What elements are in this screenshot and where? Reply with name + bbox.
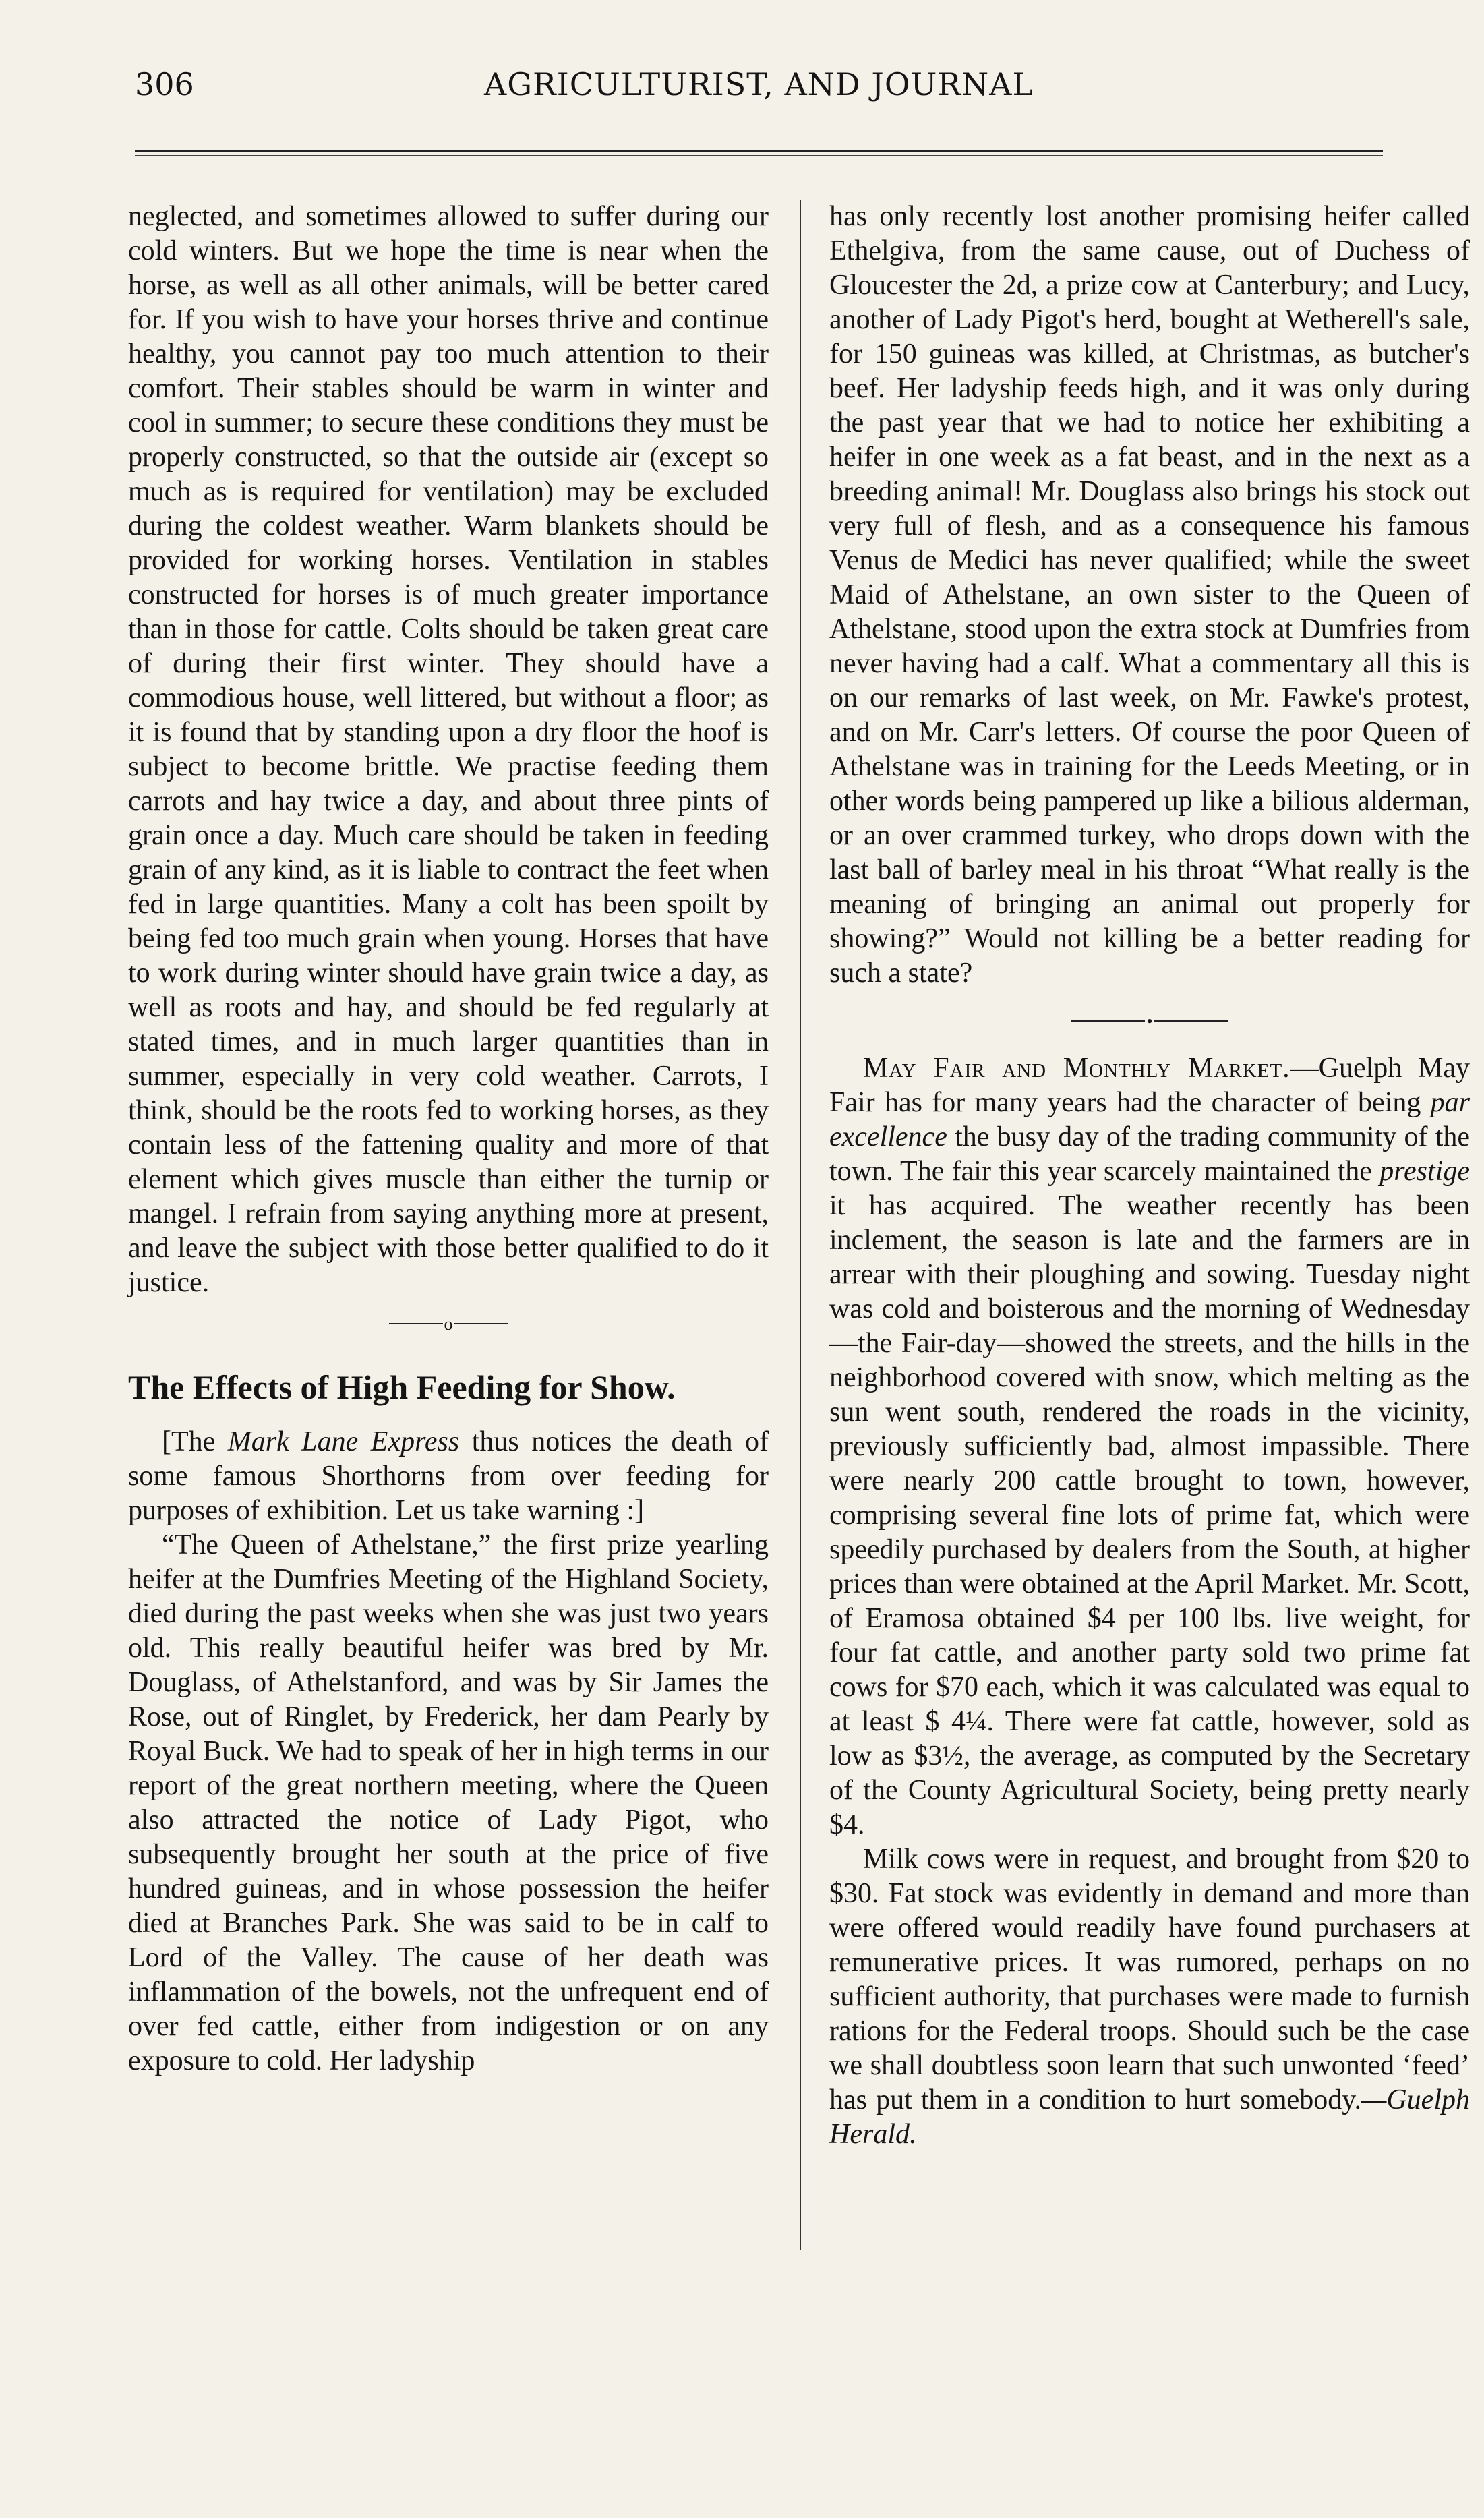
source-credit: —Guelph Herald. (829, 2084, 1470, 2150)
left-column (128, 200, 769, 2078)
right-column (829, 200, 1470, 2152)
column-divider (800, 200, 801, 2250)
section-separator: • (829, 991, 1470, 1051)
running-head: AGRICULTURIST, AND JOURNAL (483, 66, 1034, 103)
page-number: 306 (135, 66, 194, 103)
horse-care-paragraph: neglected, and sometimes allowed to suffer during our cold winters. But we hope the time is near when the horse, as well as all other animals, will be better cared for. If you wish to have your horses thrive and continue healthy, you cannot pay too much attention to their comfort. Their stables should be warm in winter and cool in summer; to secure these conditions they must be properly constructed, so that the outside air (except so much as is required for ventilation) may be excluded during the coldest weather. Warm blankets should be provided for working horses. Ventilation in stables constructed for horses is of much greater importance than in those for cattle. Colts should be taken great care of during their first winter. They should have a commodious house, well littered, but without a floor; as it is found that by standing upon a dry floor the hoof is subject to become brittle. We practise feeding them carrots and hay twice a day, and about three pints of grain once a day. Much care should be taken in feeding grain of any kind, as it is liable to contract the feet when fed in large quantities. Many a colt has been spoilt by being fed too much grain when young. Horses that have to work during winter should have grain twice a day, as well as roots and hay, and should be fed regularly at stated times, and in much larger quantities than in summer, especially in very cold weather. Carrots, I think, should be the roots fed to working horses, as they contain less of the fattening quality and more of that element which gives muscle than either the turnip or mangel. I refrain from saying anything more at present, and leave the subject with those better qualified to do it justice. (128, 201, 769, 1298)
header-rule (135, 150, 1383, 152)
article-intro: [The Mark Lane Express thus notices the death of some famous Shorthorns from over feeding for purposes of exhibition. Let us take warning :] (128, 1426, 769, 1526)
source-name: Mark Lane Express (227, 1426, 460, 1457)
continued-paragraph: has only recently lost another promising heifer called Ethelgiva, from the same cause, out of Duchess of Gloucester the 2d, a prize cow at Canterbury; and Lucy, another of Lady Pigot's herd, bought at Wetherell's sale, for 150 guineas was killed, at Christmas, as butcher's beef. Her ladyship feeds high, and it was only during the past year that we had to notice her exhibiting a heifer in one week as a fat beast, and in the next as a breeding animal! Mr. Douglass also brings his stock out very full of flesh, and as a consequence his famous Venus de Medici has never qualified; while the sweet Maid of Athelstane, an own sister to the Queen of Athelstane, stood upon the extra stock at Dumfries from never having had a calf. What a commentary all this is on our remarks of last week, on Mr. Fawke's protest, and on Mr. Carr's letters. Of course the poor Queen of Athelstane was in training for the Leeds Meeting, or in other words being pampered up like a bilious alderman, or an over crammed turkey, who drops down with the last ball of barley meal in his throat “What really is the meaning of bringing an animal out properly for showing?” Would not killing be a better reading for such a state? (829, 201, 1470, 989)
market-heading: May Fair and Monthly Market. (863, 1053, 1290, 1084)
article-body-paragraph: “The Queen of Athelstane,” the first prize yearling heifer at the Dumfries Meeting of the Highland Society, died during the past weeks when she was just two years old. This really beautiful heifer was bred by Mr. Douglass, of Athelstanford, and was by Sir James the Rose, out of Ringlet, by Frederick, her dam Pearly by Royal Buck. We had to speak of her in high terms in our report of the great northern meeting, where the Queen also attracted the notice of Lady Pigot, who subsequently brought her south at the price of five hundred guineas, and in whose possession the heifer died at Branches Park. She was said to be in calf to Lord of the Valley. The cause of her death was inflammation of the bowels, not the unfrequent end of over fed cattle, either from indigestion or on any exposure to cold. Her ladyship (128, 1529, 769, 2076)
article-title: The Effects of High Feeding for Show. (128, 1368, 676, 1406)
section-separator: o (128, 1300, 769, 1347)
market-report-paragraph-2: Milk cows were in request, and brought from $20 to $30. Fat stock was evidently in demand and more than were offered would readily have found purchasers at remunerative prices. It was rumored, perhaps on no sufficient authority, that purchases were made to furnish rations for the Federal troops. Should such be the case we shall doubtless soon learn that such unwonted ‘feed’ has put them in a condition to hurt somebody.—Guelph Herald. (829, 1844, 1470, 2150)
market-report-paragraph: May Fair and Monthly Market.—Guelph May Fair has for many years had the character of being par excellence the busy day of the trading community of the town. The fair this year scarcely maintained the prestige it has acquired. The weather recently has been inclement, the season is late and the farmers are in arrear with their ploughing and sowing. Tuesday night was cold and boisterous and the morning of Wednesday—the Fair-day—showed the streets, and the hills in the neighborhood covered with snow, which melting as the sun went south, rendered the roads in the vicinity, previously sufficiently bad, almost impassible. There were nearly 200 cattle brought to town, however, comprising several fine lots of prime fat, which were speedily purchased by dealers from the South, at higher prices than were obtained at the April Market. Mr. Scott, of Eramosa obtained $4 per 100 lbs. live weight, for four fat cattle, and another party sold two prime fat cows for $70 each, which it was calculated was equal to at least $ 4¼. There were fat cattle, however, sold as low as $3½, the average, as computed by the Secretary of the County Agricultural Society, being pretty nearly $4. (829, 1053, 1470, 1840)
page-header (135, 66, 1383, 113)
header-rule-thin (135, 155, 1383, 156)
